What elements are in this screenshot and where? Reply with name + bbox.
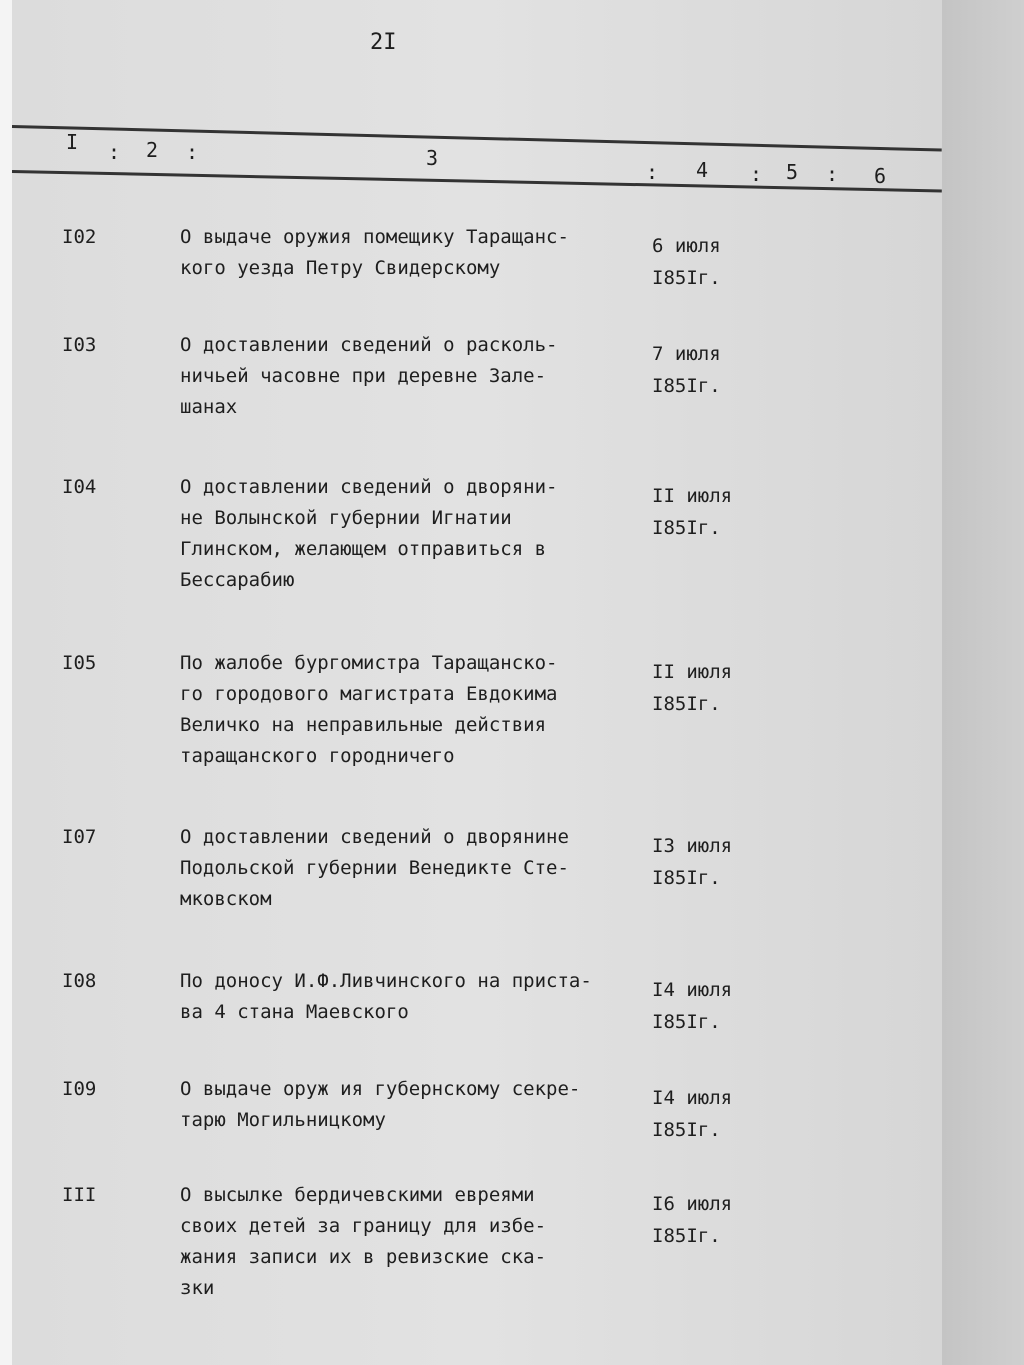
entry-number: I07: [62, 826, 97, 848]
col-header-6: 6: [874, 164, 887, 188]
page-edge: [942, 0, 1024, 1365]
entry-number: I03: [62, 334, 97, 356]
page-number: 2I: [370, 30, 397, 55]
entry-date: I4 июля I85Iг.: [652, 979, 733, 1033]
col-header-1: I: [66, 130, 79, 154]
entry-description: О выдаче оружия помещику Таращанс- кого уезда Петру Свидерскому: [180, 226, 569, 279]
entry-description: О доставлении сведений о дворяни- не Волынской губернии Игнатии Глинском, желающем отправиться в Бессарабию: [180, 476, 558, 591]
entry-date: II июля I85Iг.: [652, 661, 733, 715]
entry-date: I3 июля I85Iг.: [652, 835, 733, 889]
entry-description: О выдаче оруж ия губернскому секре- тарю Могильницкому: [180, 1078, 581, 1131]
entry-date: I6 июля I85Iг.: [652, 1193, 733, 1247]
entry-number: I05: [62, 652, 97, 674]
entry-date: I4 июля I85Iг.: [652, 1087, 733, 1141]
col-header-2: 2: [146, 138, 159, 162]
entry-description: О доставлении сведений о дворянине Подольской губернии Венедикте Сте- мковском: [180, 826, 569, 910]
entry-date: 6 июля I85Iг.: [652, 235, 721, 289]
entry-number: I04: [62, 476, 97, 498]
entry-description: По доносу И.Ф.Ливчинского на приста- ва 4 стана Маевского: [180, 970, 592, 1023]
col-header-4: 4: [696, 158, 709, 182]
entry-number: III: [62, 1184, 97, 1206]
entry-description: По жалобе бургомистра Таращанско- го городового магистрата Евдокима Величко на неправильные действия таращанского городничего: [180, 652, 558, 767]
entry-description: О высылке бердичевскими евреями своих детей за границу для избе- жания записи их в ревизские ска- зки: [180, 1184, 547, 1299]
entry-description: О доставлении сведений о расколь- ничьей часовне при деревне Зале- шанах: [180, 334, 558, 418]
col-header-5: 5: [786, 160, 799, 184]
entry-number: I08: [62, 970, 97, 992]
entry-number: I09: [62, 1078, 97, 1100]
entry-number: I02: [62, 226, 97, 248]
binder-edge: [0, 0, 12, 1365]
col-header-3: 3: [426, 146, 439, 170]
entry-date: II июля I85Iг.: [652, 485, 733, 539]
entry-date: 7 июля I85Iг.: [652, 343, 721, 397]
